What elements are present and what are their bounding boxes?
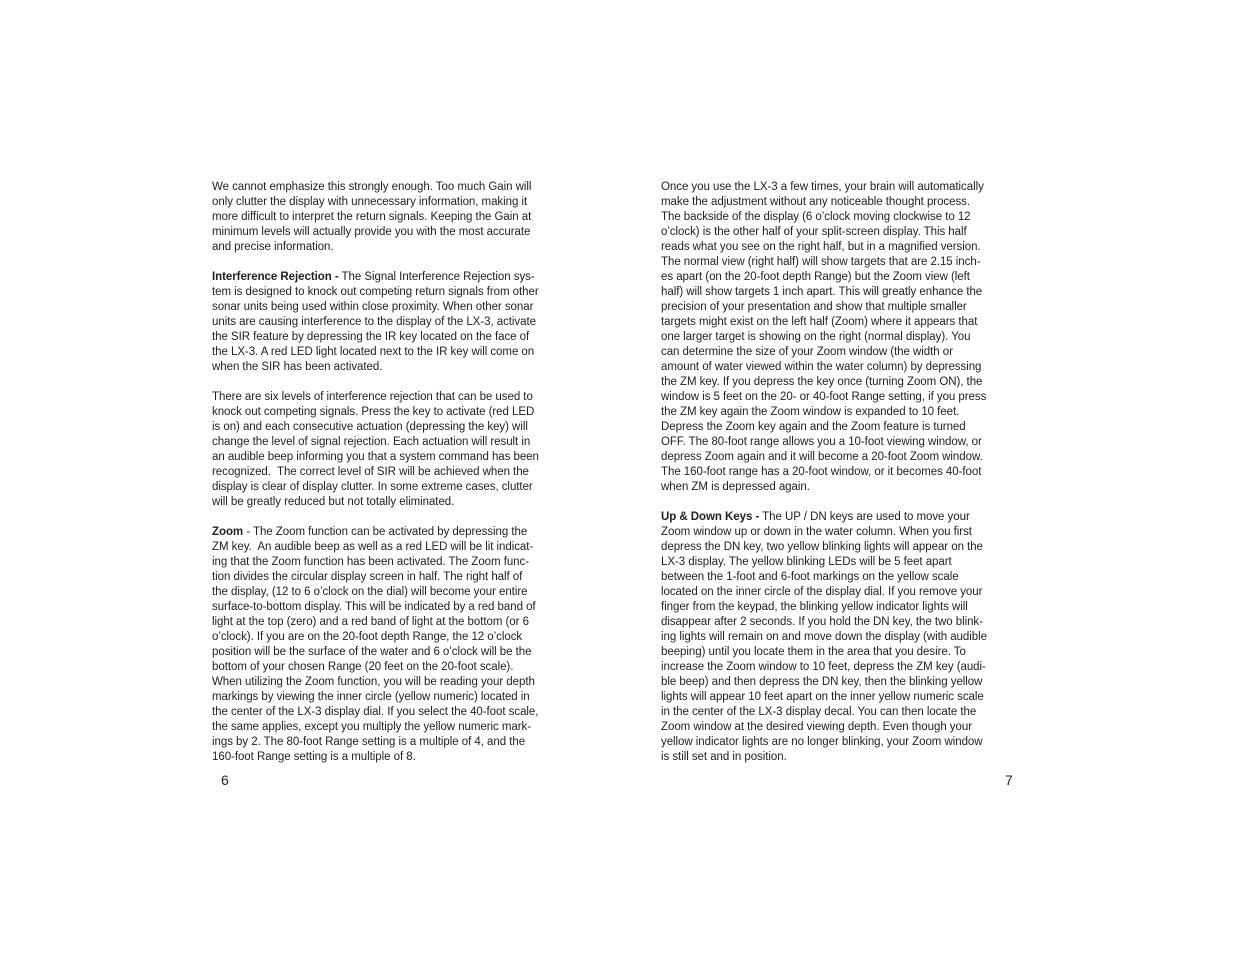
- text-line: [212, 630, 578, 645]
- text-line: [212, 750, 578, 765]
- text-line: [212, 705, 578, 720]
- text-line: [661, 180, 1027, 195]
- line-text: lights will appear 10 feet apart on the inner yellow numeric scale: [661, 691, 984, 703]
- line-text: the ZM key. If you depress the key once (turning Zoom ON), the: [661, 376, 983, 388]
- line-text: increase the Zoom window to 10 feet, depress the ZM key (audi-: [661, 661, 986, 673]
- text-line: [661, 375, 1027, 390]
- paragraph: [212, 525, 578, 765]
- text-line: [661, 525, 1027, 540]
- left-page-text: [212, 180, 578, 765]
- line-text: display is clear of display clutter. In some extreme cases, clutter: [212, 481, 533, 493]
- text-line: [661, 570, 1027, 585]
- text-line: [212, 180, 578, 195]
- text-line: [661, 615, 1027, 630]
- text-line: [212, 465, 578, 480]
- text-line: [661, 600, 1027, 615]
- line-text: when the SIR has been activated.: [212, 361, 383, 373]
- line-text: recognized. The correct level of SIR will be achieved when the: [212, 466, 529, 478]
- text-line: [212, 225, 578, 240]
- text-line: [661, 540, 1027, 555]
- section-heading: Zoom: [212, 526, 244, 538]
- text-line: [661, 240, 1027, 255]
- text-line: [212, 240, 578, 255]
- text-line: [212, 420, 578, 435]
- page-number-right: 7: [1005, 772, 1013, 788]
- line-text: the same applies, except you multiply the yellow numeric mark-: [212, 721, 532, 733]
- line-text: is on) and each consecutive actuation (depressing the key) will: [212, 421, 528, 433]
- line-text: ZM key. An audible beep as well as a red LED will be lit indicat-: [212, 541, 534, 553]
- text-line: [212, 300, 578, 315]
- line-text: - The Zoom function can be activated by depressing the: [243, 526, 528, 538]
- paragraph: [212, 390, 578, 510]
- line-text: the SIR feature by depressing the IR key located on the face of: [212, 331, 530, 343]
- text-line: [212, 660, 578, 675]
- line-text: amount of water viewed within the water column) by depressing: [661, 361, 982, 373]
- text-line: [212, 615, 578, 630]
- line-text: surface-to-bottom display. This will be indicated by a red band of: [212, 601, 536, 613]
- text-line: [212, 525, 578, 540]
- text-line: [212, 285, 578, 300]
- line-text: ble beep) and then depress the DN key, then the blinking yellow: [661, 676, 983, 688]
- text-line: [661, 435, 1027, 450]
- line-text: We cannot emphasize this strongly enough. Too much Gain will: [212, 181, 532, 193]
- line-text: markings by viewing the inner circle (yellow numeric) located in: [212, 691, 530, 703]
- line-text: reads what you see on the right half, but in a magnified version.: [661, 241, 981, 253]
- text-line: [661, 675, 1027, 690]
- line-text: es apart (on the 20-foot depth Range) but the Zoom view (left: [661, 271, 970, 283]
- line-text: tion divides the circular display screen in half. The right half of: [212, 571, 523, 583]
- line-text: the center of the LX-3 display dial. If you select the 40-foot scale,: [212, 706, 539, 718]
- text-line: [661, 480, 1027, 495]
- text-line: [212, 600, 578, 615]
- paragraph-gap: [212, 375, 578, 390]
- text-line: [661, 750, 1027, 765]
- line-text: targets might exist on the left half (Zoom) where it appears that: [661, 316, 978, 328]
- text-line: [661, 555, 1027, 570]
- line-text: when ZM is depressed again.: [661, 481, 810, 493]
- text-line: [212, 555, 578, 570]
- text-line: [661, 315, 1027, 330]
- line-text: sonar units being used within close proximity. When other sonar: [212, 301, 534, 313]
- line-text: o’clock). If you are on the 20-foot depth Range, the 12 o’clock: [212, 631, 523, 643]
- text-line: [661, 390, 1027, 405]
- text-line: [661, 735, 1027, 750]
- line-text: precision of your presentation and show that multiple smaller: [661, 301, 967, 313]
- line-text: beeping) until you locate them in the area that you desire. To: [661, 646, 966, 658]
- line-text: Once you use the LX-3 a few times, your brain will automatically: [661, 181, 984, 193]
- paragraph: [661, 510, 1027, 765]
- text-line: [661, 420, 1027, 435]
- text-line: [212, 330, 578, 345]
- line-text: minimum levels will actually provide you with the most accurate: [212, 226, 531, 238]
- text-line: [661, 225, 1027, 240]
- text-line: [661, 720, 1027, 735]
- line-text: units are causing interference to the display of the LX-3, activate: [212, 316, 536, 328]
- paragraph: [212, 270, 578, 375]
- line-text: ings by 2. The 80-foot Range setting is a multiple of 4, and the: [212, 736, 526, 748]
- text-line: [212, 645, 578, 660]
- line-text: The 160-foot range has a 20-foot window, or it becomes 40-foot: [661, 466, 982, 478]
- text-line: [661, 660, 1027, 675]
- line-text: change the level of signal rejection. Each actuation will result in: [212, 436, 531, 448]
- text-line: [661, 630, 1027, 645]
- line-text: can determine the size of your Zoom window (the width or: [661, 346, 953, 358]
- line-text: o’clock) is the other half of your split-screen display. This half: [661, 226, 967, 238]
- text-line: [212, 735, 578, 750]
- text-line: [661, 585, 1027, 600]
- text-line: [212, 495, 578, 510]
- text-line: [212, 405, 578, 420]
- line-text: will be greatly reduced but not totally eliminated.: [212, 496, 455, 508]
- line-text: half) will show targets 1 inch apart. This will greatly enhance the: [661, 286, 983, 298]
- line-text: OFF. The 80-foot range allows you a 10-foot viewing window, or: [661, 436, 982, 448]
- line-text: an audible beep informing you that a system command has been: [212, 451, 539, 463]
- line-text: depress the DN key, two yellow blinking lights will appear on the: [661, 541, 983, 553]
- paragraph: [212, 180, 578, 255]
- text-line: [661, 405, 1027, 420]
- text-line: [661, 690, 1027, 705]
- text-line: [212, 450, 578, 465]
- text-line: [212, 675, 578, 690]
- text-line: [212, 360, 578, 375]
- line-text: window is 5 feet on the 20- or 40-foot Range setting, if you press: [661, 391, 987, 403]
- line-text: knock out competing signals. Press the key to activate (red LED: [212, 406, 535, 418]
- text-line: [661, 210, 1027, 225]
- paragraph: [661, 180, 1027, 495]
- text-line: [212, 210, 578, 225]
- text-line: [661, 255, 1027, 270]
- text-line: [212, 270, 578, 285]
- text-line: [212, 585, 578, 600]
- line-text: only clutter the display with unnecessary information, making it: [212, 196, 528, 208]
- line-text: yellow indicator lights are no longer blinking, your Zoom window: [661, 736, 983, 748]
- text-line: [661, 345, 1027, 360]
- line-text: The UP / DN keys are used to move your: [759, 511, 970, 523]
- text-line: [661, 195, 1027, 210]
- section-heading: Interference Rejection -: [212, 271, 339, 283]
- text-line: [661, 705, 1027, 720]
- right-page-text: [661, 180, 1027, 765]
- line-text: depress Zoom again and it will become a 20-foot Zoom window.: [661, 451, 983, 463]
- line-text: bottom of your chosen Range (20 feet on the 20-foot scale).: [212, 661, 514, 673]
- paragraph-gap: [212, 510, 578, 525]
- text-line: [661, 270, 1027, 285]
- text-line: [212, 690, 578, 705]
- line-text: make the adjustment without any noticeable thought process.: [661, 196, 971, 208]
- text-line: [212, 195, 578, 210]
- page-number-left: 6: [221, 772, 229, 788]
- line-text: The normal view (right half) will show targets that are 2.15 inch-: [661, 256, 981, 268]
- line-text: the LX-3. A red LED light located next to the IR key will come on: [212, 346, 535, 358]
- line-text: and precise information.: [212, 241, 334, 253]
- line-text: finger from the keypad, the blinking yellow indicator lights will: [661, 601, 968, 613]
- line-text: position will be the surface of the water and 6 o’clock will be the: [212, 646, 532, 658]
- paragraph-gap: [212, 255, 578, 270]
- line-text: Zoom window up or down in the water column. When you first: [661, 526, 972, 538]
- line-text: located on the inner circle of the display dial. If you remove your: [661, 586, 983, 598]
- line-text: ing lights will remain on and move down the display (with audible: [661, 631, 987, 643]
- line-text: the display, (12 to 6 o’clock on the dial) will become your entire: [212, 586, 528, 598]
- text-line: [661, 360, 1027, 375]
- line-text: between the 1-foot and 6-foot markings on the yellow scale: [661, 571, 959, 583]
- text-line: [661, 510, 1027, 525]
- line-text: There are six levels of interference rejection that can be used to: [212, 391, 533, 403]
- line-text: ing that the Zoom function has been activated. The Zoom func-: [212, 556, 530, 568]
- line-text: disappear after 2 seconds. If you hold the DN key, the two blink-: [661, 616, 983, 628]
- line-text: LX-3 display. The yellow blinking LEDs will be 5 feet apart: [661, 556, 952, 568]
- line-text: is still set and in position.: [661, 751, 787, 763]
- text-line: [212, 315, 578, 330]
- line-text: When utilizing the Zoom function, you will be reading your depth: [212, 676, 535, 688]
- text-line: [212, 345, 578, 360]
- line-text: Depress the Zoom key again and the Zoom feature is turned: [661, 421, 966, 433]
- text-line: [661, 645, 1027, 660]
- text-line: [212, 570, 578, 585]
- line-text: in the center of the LX-3 display decal. You can then locate the: [661, 706, 977, 718]
- line-text: one larger target is showing on the right (normal display). You: [661, 331, 971, 343]
- text-line: [661, 300, 1027, 315]
- text-line: [212, 390, 578, 405]
- paragraph-gap: [661, 495, 1027, 510]
- text-line: [212, 540, 578, 555]
- line-text: the ZM key again the Zoom window is expanded to 10 feet.: [661, 406, 960, 418]
- text-line: [212, 435, 578, 450]
- line-text: Zoom window at the desired viewing depth. Even though your: [661, 721, 972, 733]
- line-text: light at the top (zero) and a red band of light at the bottom (or 6: [212, 616, 529, 628]
- section-heading: Up & Down Keys -: [661, 511, 760, 523]
- line-text: The backside of the display (6 o’clock moving clockwise to 12: [661, 211, 971, 223]
- text-line: [661, 285, 1027, 300]
- text-line: [212, 720, 578, 735]
- line-text: tem is designed to knock out competing return signals from other: [212, 286, 539, 298]
- text-line: [212, 480, 578, 495]
- line-text: 160-foot Range setting is a multiple of 8.: [212, 751, 416, 763]
- text-line: [661, 465, 1027, 480]
- text-line: [661, 330, 1027, 345]
- line-text: The Signal Interference Rejection sys-: [338, 271, 535, 283]
- text-line: [661, 450, 1027, 465]
- line-text: more difficult to interpret the return signals. Keeping the Gain at: [212, 211, 532, 223]
